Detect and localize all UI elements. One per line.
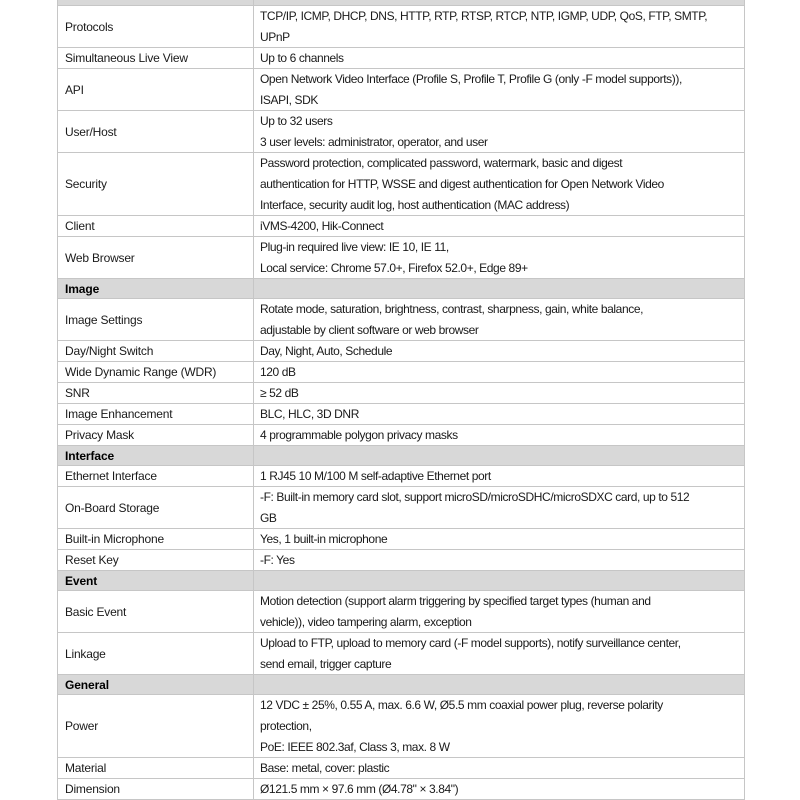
spec-value-line: Rotate mode, saturation, brightness, contrast, sharpness, gain, white balance, [260,302,644,316]
spec-label: Protocols [65,19,114,34]
spec-value [253,299,745,341]
spec-value [253,69,745,111]
spec-value [253,695,745,758]
spec-value-line: Base: metal, cover: plastic [260,761,390,775]
spec-value [253,591,745,633]
spec-value-line: Up to 6 channels [260,51,344,65]
spec-value [253,362,745,383]
spec-label: Day/Night Switch [65,344,154,358]
section-header-label: Image [65,282,100,296]
spec-value [253,779,745,800]
spec-value [253,404,745,425]
section-header-row [57,279,745,299]
spec-label: Client [65,219,95,233]
spec-row [57,425,745,446]
section-header-row [57,446,745,466]
spec-value-line: -F: Built-in memory card slot, support microSD/microSDHC/microSDXC card, up to 512 [260,490,690,504]
spec-value-line: PoE: IEEE 802.3af, Class 3, max. 8 W [260,740,450,754]
section-header-label: Event [65,574,98,588]
spec-row [57,216,745,237]
spec-row [57,591,745,633]
spec-value-line: ISAPI, SDK [260,93,319,107]
spec-row [57,153,745,216]
spec-value-line: Interface, security audit log, host authentication (MAC address) [260,198,570,212]
spec-value [253,550,745,571]
spec-value [253,425,745,446]
spec-row [57,383,745,404]
spec-value [253,6,745,48]
spec-value-line: Motion detection (support alarm triggering by specified target types (human and [260,594,651,608]
spec-value-line: UPnP [260,30,290,44]
spec-value-line: Password protection, complicated password, watermark, basic and digest [260,156,623,170]
spec-label: Web Browser [65,250,135,265]
spec-label: On-Board Storage [65,500,160,515]
spec-value-line: 4 programmable polygon privacy masks [260,428,458,442]
spec-row [57,550,745,571]
spec-label: API [65,82,84,97]
spec-value-line: Up to 32 users [260,114,333,128]
section-header-label: Interface [65,449,115,463]
spec-value-line: authentication for HTTP, WSSE and digest authentication for Open Network Video [260,177,664,191]
spec-value-line: Plug-in required live view: IE 10, IE 11, [260,240,449,254]
spec-row [57,69,745,111]
spec-label: Simultaneous Live View [65,51,188,65]
spec-value-line: 12 VDC ± 25%, 0.55 A, max. 6.6 W, Ø5.5 mm coaxial power plug, reverse polarity [260,698,663,712]
spec-row [57,299,745,341]
spec-label: Image Settings [65,312,143,327]
spec-label: Reset Key [65,553,119,567]
spec-value-line: -F: Yes [260,553,295,567]
spec-row [57,758,745,779]
spec-value-line: TCP/IP, ICMP, DHCP, DNS, HTTP, RTP, RTSP, RTCP, NTP, IGMP, UDP, QoS, FTP, SMTP, [260,9,708,23]
spec-value [253,758,745,779]
spec-value-line: adjustable by client software or web browser [260,323,479,337]
spec-value-line: BLC, HLC, 3D DNR [260,407,359,421]
section-header-row [57,675,745,695]
spec-value-line: protection, [260,719,312,733]
spec-table [57,0,745,800]
section-header-label: General [65,678,109,692]
spec-label: Wide Dynamic Range (WDR) [65,365,217,379]
spec-row [57,529,745,550]
spec-row [57,633,745,675]
spec-label: Power [65,719,99,733]
spec-row [57,487,745,529]
spec-row [57,404,745,425]
spec-label: Security [65,177,107,191]
spec-row [57,695,745,758]
spec-value-line: 120 dB [260,365,296,379]
spec-label: Basic Event [65,604,127,619]
spec-row [57,466,745,487]
spec-value-line: 1 RJ45 10 M/100 M self-adaptive Ethernet port [260,469,491,483]
spec-label: Linkage [65,646,106,661]
spec-label: Image Enhancement [65,407,173,421]
spec-row [57,237,745,279]
spec-row [57,341,745,362]
spec-value [253,111,745,153]
spec-row [57,111,745,153]
spec-value-line: GB [260,511,277,525]
spec-label: Material [65,761,107,775]
spec-label: Dimension [65,782,120,796]
spec-value-line: Yes, 1 built-in microphone [260,532,388,546]
spec-value [253,153,745,216]
spec-label: User/Host [65,124,117,139]
spec-label: Built-in Microphone [65,532,164,546]
spec-row [57,779,745,800]
spec-value-line: Upload to FTP, upload to memory card (-F model supports), notify surveillance center, [260,636,681,650]
spec-value-line: Open Network Video Interface (Profile S, Profile T, Profile G (only -F model supports)), [260,72,682,86]
spec-label: Ethernet Interface [65,469,157,483]
section-header-row [57,571,745,591]
spec-value-line: 3 user levels: administrator, operator, and user [260,135,488,149]
spec-value [253,529,745,550]
spec-value [253,237,745,279]
spec-value-line: iVMS-4200, Hik-Connect [260,219,384,233]
spec-row [57,362,745,383]
spec-value [253,466,745,487]
spec-label: Privacy Mask [65,428,134,442]
spec-row [57,48,745,69]
spec-value [253,487,745,529]
spec-value [253,48,745,69]
spec-value [253,341,745,362]
spec-value [253,383,745,404]
spec-value-line: send email, trigger capture [260,657,392,671]
spec-value-line: vehicle)), video tampering alarm, exception [260,615,472,629]
spec-label: SNR [65,386,90,400]
spec-value-line: Local service: Chrome 57.0+, Firefox 52.0+, Edge 89+ [260,261,528,275]
spec-value-line: ≥ 52 dB [260,386,299,400]
spec-value [253,633,745,675]
spec-value [253,216,745,237]
spec-row [57,6,745,48]
spec-value-line: Day, Night, Auto, Schedule [260,344,393,358]
spec-value-line: Ø121.5 mm × 97.6 mm (Ø4.78" × 3.84") [260,782,459,796]
